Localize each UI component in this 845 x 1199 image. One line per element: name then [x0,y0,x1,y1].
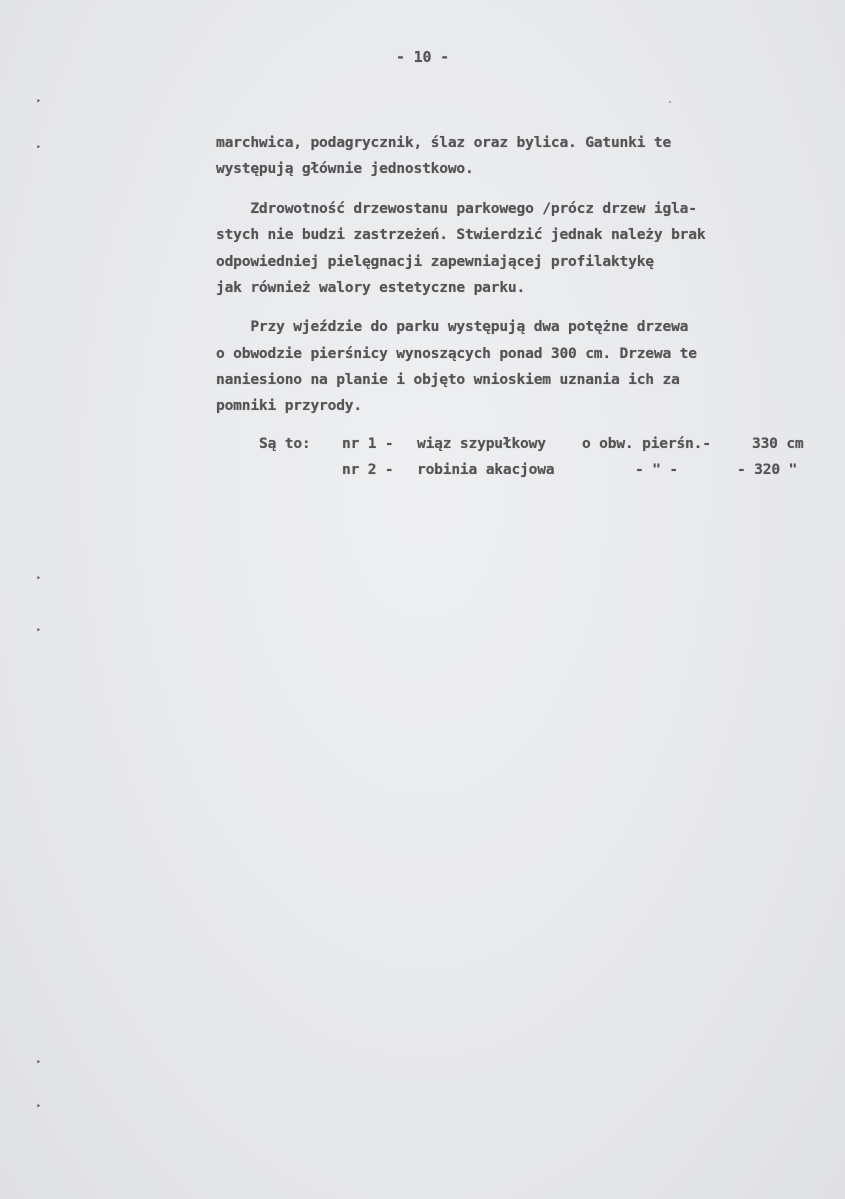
text-line: występują głównie jednostkowo. [216,160,474,177]
text-line: odpowiedniej pielęgnacji zapewniającej profilaktykę [216,253,654,270]
margin-mark: ‣ [36,1058,42,1068]
text-line: jak również walory estetyczne parku. [216,279,526,296]
text-line: naniesiono na planie i objęto wnioskiem uznania ich za [216,371,680,388]
text-line: o obwodzie pierśnicy wynoszących ponad 300 cm. Drzewa te [216,345,697,362]
paper-speck [669,101,671,103]
margin-mark: ‣ [36,574,42,584]
tree-row-1-measure: o obw. pierśn.- [582,435,711,452]
margin-mark: ‣ [36,143,42,153]
text-line: marchwica, podagrycznik, ślaz oraz bylica. Gatunki te [216,134,672,151]
trees-intro: Są to: [259,435,311,452]
text-line: stych nie budzi zastrzeżeń. Stwierdzić jednak należy brak [216,226,706,243]
text-line: pomniki przyrody. [216,397,362,414]
tree-row-2-name: robinia akacjowa [417,461,555,478]
margin-mark: ‣ [36,97,42,107]
tree-row-2-value: - 320 " [737,461,798,478]
tree-row-1-name: wiąz szypułkowy [417,435,546,452]
tree-row-1-no: nr 1 - [342,435,394,452]
page-number: - 10 - [396,48,449,66]
text-line: Przy wjeździe do parku występują dwa potężne drzewa [216,318,689,335]
text-line: Zdrowotność drzewostanu parkowego /prócz drzew igla- [216,200,697,217]
margin-mark: ‣ [36,626,42,636]
tree-row-1-value: 330 cm [752,435,804,452]
tree-row-2-no: nr 2 - [342,461,394,478]
margin-mark: ‣ [36,1102,42,1112]
tree-row-2-measure: - " - [635,461,678,478]
